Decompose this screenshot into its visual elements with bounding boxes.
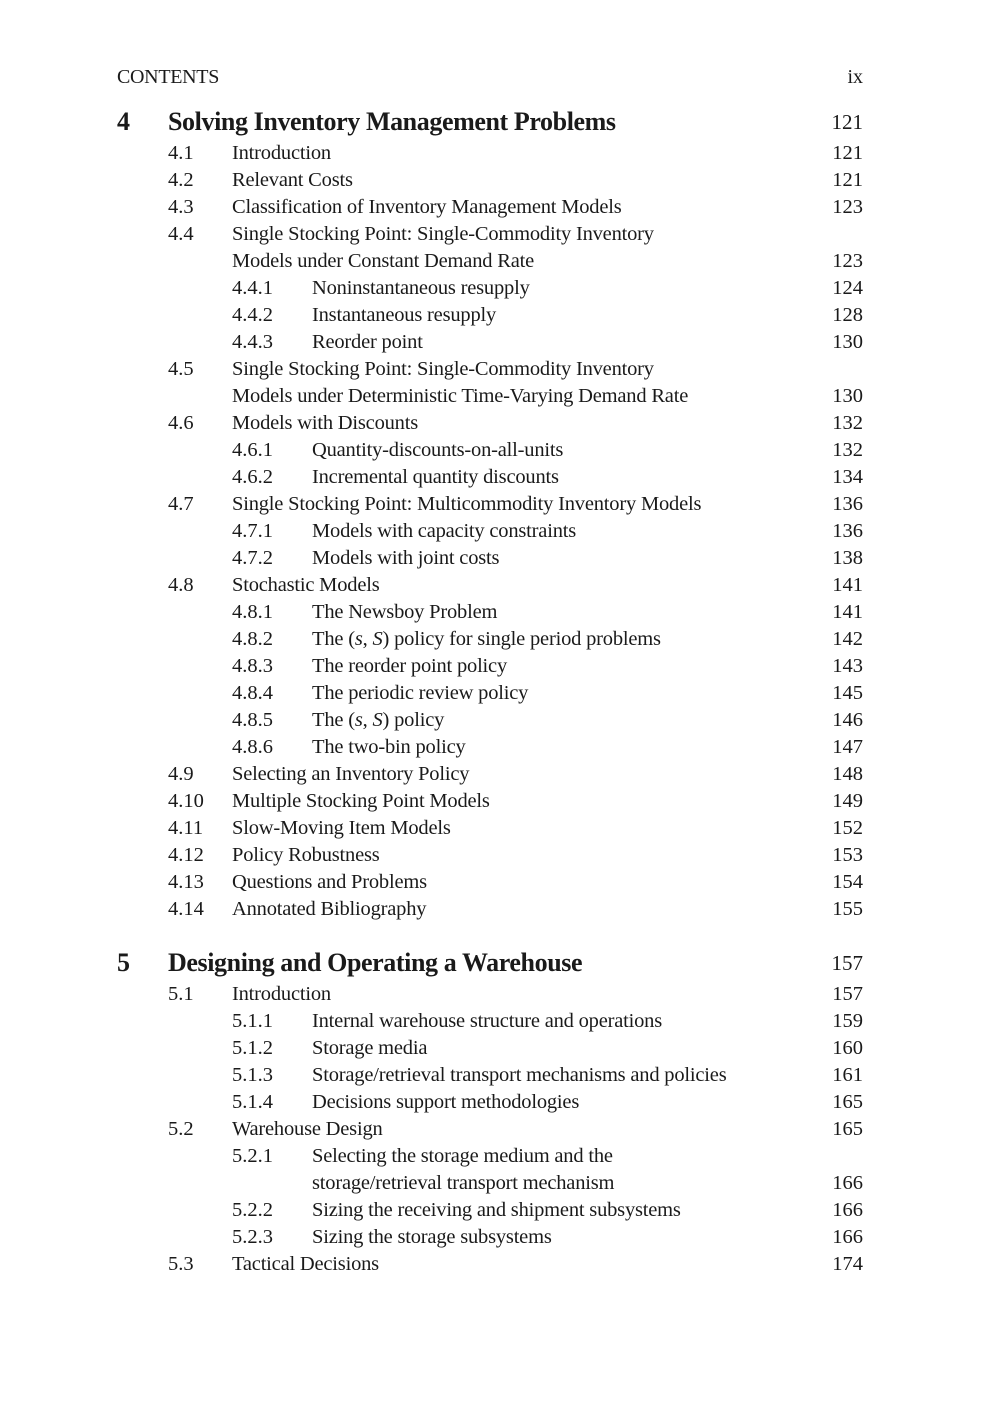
entry-title: Introduction — [232, 983, 331, 1005]
entry-page-number: 141 — [832, 574, 863, 596]
entry-page-number: 149 — [832, 790, 863, 812]
subsection-entry[interactable] — [117, 680, 863, 707]
entry-page-number: 147 — [832, 736, 863, 758]
subsection-entry[interactable] — [117, 1224, 863, 1251]
entry-title: Stochastic Models — [232, 574, 380, 596]
section-entry[interactable] — [117, 167, 863, 194]
entry-number: 4.8.6 — [232, 736, 273, 758]
entry-page-number: 174 — [832, 1253, 863, 1275]
chapter-entries — [117, 140, 863, 923]
entry-number: 4.1 — [168, 142, 194, 164]
entry-title: Internal warehouse structure and operations — [312, 1010, 663, 1032]
entry-title: The periodic review policy — [312, 682, 529, 704]
entry-title: The Newsboy Problem — [312, 601, 498, 623]
section-entry[interactable] — [117, 788, 863, 815]
entry-number: 4.14 — [168, 898, 204, 920]
entry-number: 4.12 — [168, 844, 204, 866]
subsection-entry[interactable] — [117, 707, 863, 734]
entry-number: 4.8.5 — [232, 709, 273, 731]
entry-title: Reorder point — [312, 331, 423, 353]
entry-number: 4.8.3 — [232, 655, 273, 677]
subsection-entry[interactable] — [117, 1089, 863, 1116]
entry-number: 5.3 — [168, 1253, 194, 1275]
section-entry[interactable] — [117, 1251, 863, 1278]
section-entry[interactable] — [117, 842, 863, 869]
entry-page-number: 123 — [832, 196, 863, 218]
entry-title: Sizing the receiving and shipment subsystems — [312, 1199, 681, 1221]
entry-title: The two-bin policy — [312, 736, 466, 758]
entry-title: Storage media — [312, 1037, 428, 1059]
entry-number: 5.1.3 — [232, 1064, 273, 1086]
entry-page-number: 154 — [832, 871, 863, 893]
entry-number: 5.1.2 — [232, 1037, 273, 1059]
entry-title: Quantity-discounts-on-all-units — [312, 439, 564, 461]
entry-page-number: 143 — [832, 655, 863, 677]
entry-title: Policy Robustness — [232, 844, 380, 866]
entry-number: 5.1 — [168, 983, 194, 1005]
subsection-entry[interactable] — [117, 518, 863, 545]
entry-number: 4.4.3 — [232, 331, 273, 353]
subsection-entry[interactable] — [117, 1035, 863, 1062]
entry-number: 5.2.2 — [232, 1199, 273, 1221]
entry-number: 4.13 — [168, 871, 204, 893]
entry-number: 4.6 — [168, 412, 194, 434]
entry-title: The reorder point policy — [312, 655, 508, 677]
entry-number: 4.7 — [168, 493, 194, 515]
entry-number: 4.3 — [168, 196, 194, 218]
entry-page-number: 130 — [832, 385, 863, 407]
entry-number: 4.4 — [168, 223, 194, 245]
chapter-heading[interactable] — [117, 945, 863, 981]
entry-title: Models with joint costs — [312, 547, 500, 569]
subsection-entry[interactable] — [117, 653, 863, 680]
entry-page-number: 134 — [832, 466, 863, 488]
entry-title: Annotated Bibliography — [232, 898, 427, 920]
entry-title: Noninstantaneous resupply — [312, 277, 530, 299]
entry-page-number: 153 — [832, 844, 863, 866]
entry-page-number: 161 — [832, 1064, 863, 1086]
chapter-title: Designing and Operating a Warehouse — [168, 948, 583, 977]
section-entry[interactable] — [117, 491, 863, 518]
chapter-number: 4 — [117, 107, 130, 136]
entry-title: Classification of Inventory Management Models — [232, 196, 622, 218]
entry-page-number: 146 — [832, 709, 863, 731]
running-head-title: CONTENTS — [117, 66, 220, 88]
entry-page-number: 155 — [832, 898, 863, 920]
entry-title: The (s, S) policy — [312, 709, 445, 731]
entry-page-number: 124 — [832, 277, 863, 299]
entry-title: Introduction — [232, 142, 331, 164]
entry-number: 5.1.4 — [232, 1091, 273, 1113]
subsection-entry[interactable] — [117, 329, 863, 356]
entry-title: Decisions support methodologies — [312, 1091, 580, 1113]
entry-number: 5.2 — [168, 1118, 194, 1140]
section-entry[interactable] — [117, 981, 863, 1008]
subsection-entry[interactable] — [117, 275, 863, 302]
entry-number: 4.6.1 — [232, 439, 273, 461]
entry-page-number: 159 — [832, 1010, 863, 1032]
section-entry[interactable] — [117, 194, 863, 221]
entry-page-number: 165 — [832, 1118, 863, 1140]
entry-page-number: 166 — [832, 1199, 863, 1221]
entry-title: Incremental quantity discounts — [312, 466, 559, 488]
section-entry[interactable] — [117, 572, 863, 599]
entry-number: 4.5 — [168, 358, 194, 380]
subsection-entry[interactable] — [117, 437, 863, 464]
subsection-entry[interactable] — [117, 734, 863, 761]
running-head — [117, 64, 863, 90]
entry-title: Selecting an Inventory Policy — [232, 763, 470, 785]
entry-page-number: 160 — [832, 1037, 863, 1059]
section-entry[interactable] — [117, 815, 863, 842]
entry-page-number: 130 — [832, 331, 863, 353]
subsection-entry[interactable] — [117, 1143, 863, 1197]
entry-title: Slow-Moving Item Models — [232, 817, 451, 839]
entry-title: Single Stocking Point: Single-Commodity Inventory — [232, 223, 654, 245]
chapter-page-number: 157 — [831, 951, 863, 975]
entry-number: 4.2 — [168, 169, 194, 191]
entry-title: storage/retrieval transport mechanism — [312, 1172, 615, 1194]
entry-page-number: 141 — [832, 601, 863, 623]
entry-title: Selecting the storage medium and the — [312, 1145, 613, 1167]
subsection-entry[interactable] — [117, 302, 863, 329]
section-entry[interactable] — [117, 410, 863, 437]
chapter-heading[interactable] — [117, 104, 863, 140]
entry-number: 5.2.3 — [232, 1226, 273, 1248]
section-entry[interactable] — [117, 140, 863, 167]
subsection-entry[interactable] — [117, 464, 863, 491]
entry-page-number: 123 — [832, 250, 863, 272]
section-entry[interactable] — [117, 896, 863, 923]
entry-page-number: 152 — [832, 817, 863, 839]
entry-number: 4.4.1 — [232, 277, 273, 299]
entry-title: Relevant Costs — [232, 169, 353, 191]
entry-title: Models with capacity constraints — [312, 520, 577, 542]
toc-chapter — [117, 104, 863, 923]
chapter-page-number: 121 — [831, 110, 863, 134]
subsection-entry[interactable] — [117, 1062, 863, 1089]
table-of-contents — [117, 104, 863, 1278]
entry-page-number: 157 — [832, 983, 863, 1005]
subsection-entry[interactable] — [117, 626, 863, 653]
entry-number: 4.9 — [168, 763, 194, 785]
entry-number: 4.6.2 — [232, 466, 273, 488]
entry-title: Models with Discounts — [232, 412, 418, 434]
chapter-entries — [117, 981, 863, 1278]
section-entry[interactable] — [117, 1116, 863, 1143]
entry-title: Single Stocking Point: Single-Commodity Inventory — [232, 358, 654, 380]
subsection-entry[interactable] — [117, 545, 863, 572]
entry-title: Tactical Decisions — [232, 1253, 379, 1275]
entry-page-number: 128 — [832, 304, 863, 326]
entry-number: 4.8.4 — [232, 682, 273, 704]
entry-number: 4.8.1 — [232, 601, 273, 623]
subsection-entry[interactable] — [117, 599, 863, 626]
subsection-entry[interactable] — [117, 1008, 863, 1035]
entry-page-number: 145 — [832, 682, 863, 704]
entry-page-number: 166 — [832, 1226, 863, 1248]
entry-number: 5.2.1 — [232, 1145, 273, 1167]
section-entry[interactable] — [117, 356, 863, 410]
chapter-number: 5 — [117, 948, 130, 977]
entry-title: The (s, S) policy for single period problems — [312, 628, 661, 650]
entry-number: 5.1.1 — [232, 1010, 273, 1032]
entry-page-number: 142 — [832, 628, 863, 650]
entry-title: Questions and Problems — [232, 871, 427, 893]
entry-number: 4.11 — [168, 817, 204, 839]
entry-page-number: 148 — [832, 763, 863, 785]
entry-number: 4.7.1 — [232, 520, 273, 542]
entry-page-number: 132 — [832, 412, 863, 434]
entry-title: Multiple Stocking Point Models — [232, 790, 490, 812]
entry-number: 4.8.2 — [232, 628, 273, 650]
entry-title: Single Stocking Point: Multicommodity Inventory Models — [232, 493, 702, 515]
entry-number: 4.8 — [168, 574, 194, 596]
entry-title: Storage/retrieval transport mechanisms and policies — [312, 1064, 727, 1086]
entry-title: Sizing the storage subsystems — [312, 1226, 552, 1248]
entry-page-number: 136 — [832, 520, 863, 542]
entry-page-number: 121 — [832, 142, 863, 164]
section-entry[interactable] — [117, 869, 863, 896]
section-entry[interactable] — [117, 761, 863, 788]
entry-title: Models under Deterministic Time-Varying Demand Rate — [232, 385, 689, 407]
entry-title: Warehouse Design — [232, 1118, 383, 1140]
entry-number: 4.10 — [168, 790, 204, 812]
entry-page-number: 166 — [832, 1172, 863, 1194]
subsection-entry[interactable] — [117, 1197, 863, 1224]
toc-chapter — [117, 945, 863, 1278]
running-head-page-number: ix — [847, 66, 863, 88]
entry-title: Instantaneous resupply — [312, 304, 497, 326]
entry-number: 4.4.2 — [232, 304, 273, 326]
entry-page-number: 136 — [832, 493, 863, 515]
entry-page-number: 138 — [832, 547, 863, 569]
chapter-title: Solving Inventory Management Problems — [168, 107, 616, 136]
entry-number: 4.7.2 — [232, 547, 273, 569]
entry-page-number: 121 — [832, 169, 863, 191]
entry-title: Models under Constant Demand Rate — [232, 250, 534, 272]
entry-page-number: 165 — [832, 1091, 863, 1113]
section-entry[interactable] — [117, 221, 863, 275]
entry-page-number: 132 — [832, 439, 863, 461]
